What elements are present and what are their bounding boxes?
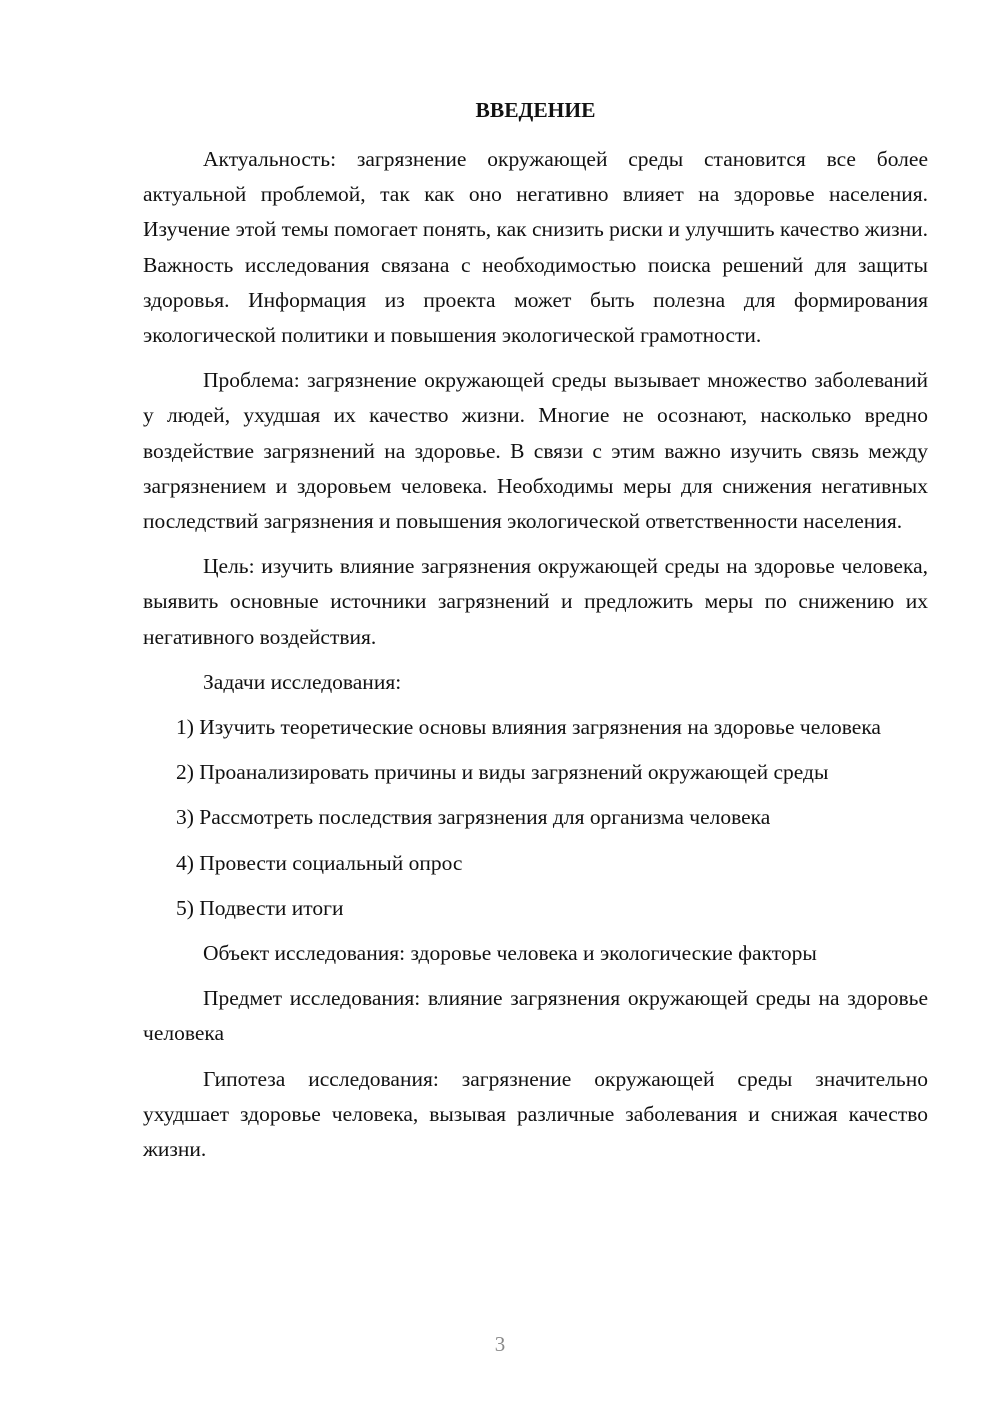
hypothesis-paragraph: Гипотеза исследования: загрязнение окружающей среды значительно ухудшает здоровье человека, вызывая различные заболевания и снижая качество жизни.: [143, 1066, 928, 1162]
object-paragraph: Объект исследования: здоровье человека и экологические факторы: [203, 941, 817, 966]
relevance-paragraph: Актуальность: загрязнение окружающей среды становится все более актуальной проблемой, так как оно негативно влияет на здоровье населения. Изучение этой темы помогает понять, как снизить риски и улучшить качество жизни. Важность исследования связана с необходимостью поиска решений для защиты здоровья. Информация из проекта может быть полезна для формирования экологической политики и повышения экологической грамотности.: [143, 147, 928, 348]
goal-paragraph: Цель: изучить влияние загрязнения окружающей среды на здоровье человека, выявить основные источники загрязнений и предложить меры по снижению их негативного воздействия.: [143, 554, 928, 649]
tasks-heading: Задачи исследования:: [203, 669, 402, 694]
page-number: 3: [494, 1332, 506, 1356]
problem-paragraph: Проблема: загрязнение окружающей среды вызывает множество заболеваний у людей, ухудшая их качество жизни. Многие не осознают, насколько вредно воздействие загрязнений на здоровье. В связи с этим важно изучить связь между загрязнением и здоровьем человека. Необходимы меры для снижения негативных последствий загрязнения и повышения экологической ответственности населения.: [143, 368, 928, 534]
subject-paragraph: Предмет исследования: влияние загрязнения окружающей среды на здоровье человека: [143, 986, 928, 1046]
document-page: [143, 93, 928, 1177]
task-item-3: 3) Рассмотреть последствия загрязнения для организма человека: [176, 805, 771, 830]
task-item-5: 5) Подвести итоги: [176, 895, 344, 920]
task-item-4: 4) Провести социальный опрос: [176, 850, 463, 875]
task-item-2: 2) Проанализировать причины и виды загрязнений окружающей среды: [176, 760, 829, 785]
task-item-1: 1) Изучить теоретические основы влияния загрязнения на здоровье человека: [176, 715, 881, 740]
section-title: ВВЕДЕНИЕ: [475, 98, 596, 122]
